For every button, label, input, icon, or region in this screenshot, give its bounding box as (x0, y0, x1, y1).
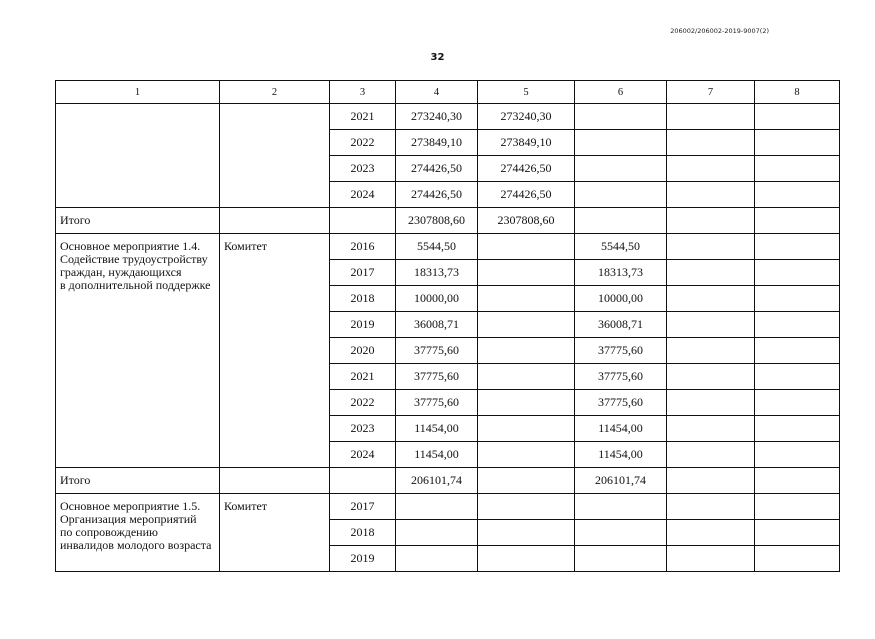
col6-value: 11454,00 (575, 442, 667, 468)
col2-value (220, 208, 330, 234)
col8-value (755, 390, 840, 416)
col5-value (478, 260, 575, 286)
col5-value (478, 390, 575, 416)
measure-name-line: Основное мероприятие 1.4. (60, 239, 201, 253)
col4-value: 206101,74 (396, 468, 478, 494)
measure-name-line: Основное мероприятие 1.5. (60, 499, 201, 513)
col6-value: 37775,60 (575, 338, 667, 364)
col8-value (755, 520, 840, 546)
col7-value (667, 520, 755, 546)
col7-value (667, 364, 755, 390)
col2-value (220, 468, 330, 494)
col8-value (755, 338, 840, 364)
col6-value (575, 520, 667, 546)
col5-value: 2307808,60 (478, 208, 575, 234)
col6-value: 18313,73 (575, 260, 667, 286)
org-label: Комитет (224, 499, 268, 513)
year-cell (330, 468, 396, 494)
col8-value (755, 104, 840, 130)
col5-value (478, 364, 575, 390)
col4-value (396, 494, 478, 520)
col4-value (396, 546, 478, 572)
col8-value (755, 442, 840, 468)
year-cell: 2021 (330, 104, 396, 130)
col7-value (667, 156, 755, 182)
org-cell-continued (220, 104, 330, 208)
col-header-4: 4 (396, 81, 478, 104)
measure-1-5-org (220, 494, 330, 572)
col4-value: 273240,30 (396, 104, 478, 130)
col6-value (575, 130, 667, 156)
measure-name-line: Организация мероприятий (60, 512, 197, 526)
year-cell: 2024 (330, 442, 396, 468)
col7-value (667, 442, 755, 468)
col6-value (575, 182, 667, 208)
total-row (56, 468, 840, 494)
col6-value: 37775,60 (575, 364, 667, 390)
col5-value: 274426,50 (478, 156, 575, 182)
col6-value: 37775,60 (575, 390, 667, 416)
col7-value (667, 130, 755, 156)
col6-value (575, 156, 667, 182)
col4-value: 274426,50 (396, 156, 478, 182)
total-label: Итого (56, 208, 220, 234)
col5-value (478, 312, 575, 338)
col4-value: 11454,00 (396, 442, 478, 468)
col4-value: 273849,10 (396, 130, 478, 156)
col5-value (478, 546, 575, 572)
col7-value (667, 494, 755, 520)
col8-value (755, 208, 840, 234)
col5-value (478, 442, 575, 468)
col7-value (667, 260, 755, 286)
org-label: Комитет (224, 239, 268, 253)
col8-value (755, 130, 840, 156)
name-cell-continued (56, 104, 220, 208)
measure-name-line: Содействие трудоустройству (60, 252, 208, 266)
measure-1-4-org (220, 234, 330, 468)
col6-value (575, 546, 667, 572)
col5-value (478, 338, 575, 364)
col8-value (755, 156, 840, 182)
year-cell: 2019 (330, 546, 396, 572)
col4-value: 37775,60 (396, 390, 478, 416)
year-cell: 2022 (330, 390, 396, 416)
col7-value (667, 468, 755, 494)
col6-value (575, 494, 667, 520)
year-cell: 2023 (330, 416, 396, 442)
table-row (56, 494, 840, 520)
col-header-2: 2 (220, 81, 330, 104)
col7-value (667, 390, 755, 416)
col4-value: 36008,71 (396, 312, 478, 338)
col5-value: 273849,10 (478, 130, 575, 156)
year-cell: 2023 (330, 156, 396, 182)
col6-value: 206101,74 (575, 468, 667, 494)
col8-value (755, 468, 840, 494)
col7-value (667, 286, 755, 312)
col7-value (667, 546, 755, 572)
year-cell: 2018 (330, 520, 396, 546)
col-header-6: 6 (575, 81, 667, 104)
col4-value: 37775,60 (396, 364, 478, 390)
col8-value (755, 182, 840, 208)
page-number: 32 (430, 52, 445, 63)
measure-name-line: в дополнительной поддержке (60, 278, 211, 292)
col8-value (755, 494, 840, 520)
year-cell: 2017 (330, 260, 396, 286)
col5-value (478, 234, 575, 260)
col4-value: 10000,00 (396, 286, 478, 312)
measure-name-line: инвалидов молодого возраста (60, 538, 212, 552)
col6-value: 11454,00 (575, 416, 667, 442)
col8-value (755, 234, 840, 260)
year-cell: 2016 (330, 234, 396, 260)
col7-value (667, 234, 755, 260)
measure-1-4-name (56, 234, 220, 468)
measure-1-5-name (56, 494, 220, 572)
col5-value (478, 520, 575, 546)
col8-value (755, 286, 840, 312)
col5-value (478, 286, 575, 312)
col7-value (667, 182, 755, 208)
col6-value: 10000,00 (575, 286, 667, 312)
measure-name-line: по сопровождению (60, 525, 158, 539)
year-cell: 2022 (330, 130, 396, 156)
col-header-1: 1 (56, 81, 220, 104)
column-number-row (56, 81, 840, 104)
col5-value (478, 416, 575, 442)
table-row (56, 104, 840, 130)
total-row (56, 208, 840, 234)
col7-value (667, 104, 755, 130)
col5-value: 274426,50 (478, 182, 575, 208)
col7-value (667, 416, 755, 442)
col8-value (755, 416, 840, 442)
col4-value: 274426,50 (396, 182, 478, 208)
col6-value (575, 208, 667, 234)
col7-value (667, 208, 755, 234)
measure-name-line: граждан, нуждающихся (60, 265, 182, 279)
col8-value (755, 546, 840, 572)
year-cell: 2017 (330, 494, 396, 520)
col8-value (755, 364, 840, 390)
col5-value (478, 468, 575, 494)
col-header-3: 3 (330, 81, 396, 104)
col4-value: 5544,50 (396, 234, 478, 260)
col4-value: 18313,73 (396, 260, 478, 286)
col4-value: 2307808,60 (396, 208, 478, 234)
col8-value (755, 312, 840, 338)
col4-value: 37775,60 (396, 338, 478, 364)
col-header-5: 5 (478, 81, 575, 104)
year-cell: 2018 (330, 286, 396, 312)
col6-value: 5544,50 (575, 234, 667, 260)
table-row (56, 234, 840, 260)
col4-value (396, 520, 478, 546)
col5-value: 273240,30 (478, 104, 575, 130)
col8-value (755, 260, 840, 286)
col6-value (575, 104, 667, 130)
total-label: Итого (56, 468, 220, 494)
col5-value (478, 494, 575, 520)
year-cell: 2021 (330, 364, 396, 390)
document-id: 206002/206002-2019-9007(2) (670, 27, 769, 35)
col6-value: 36008,71 (575, 312, 667, 338)
year-cell (330, 208, 396, 234)
year-cell: 2020 (330, 338, 396, 364)
col7-value (667, 312, 755, 338)
col-header-8: 8 (755, 81, 840, 104)
col7-value (667, 338, 755, 364)
year-cell: 2024 (330, 182, 396, 208)
col-header-7: 7 (667, 81, 755, 104)
budget-table (55, 80, 840, 572)
year-cell: 2019 (330, 312, 396, 338)
col4-value: 11454,00 (396, 416, 478, 442)
